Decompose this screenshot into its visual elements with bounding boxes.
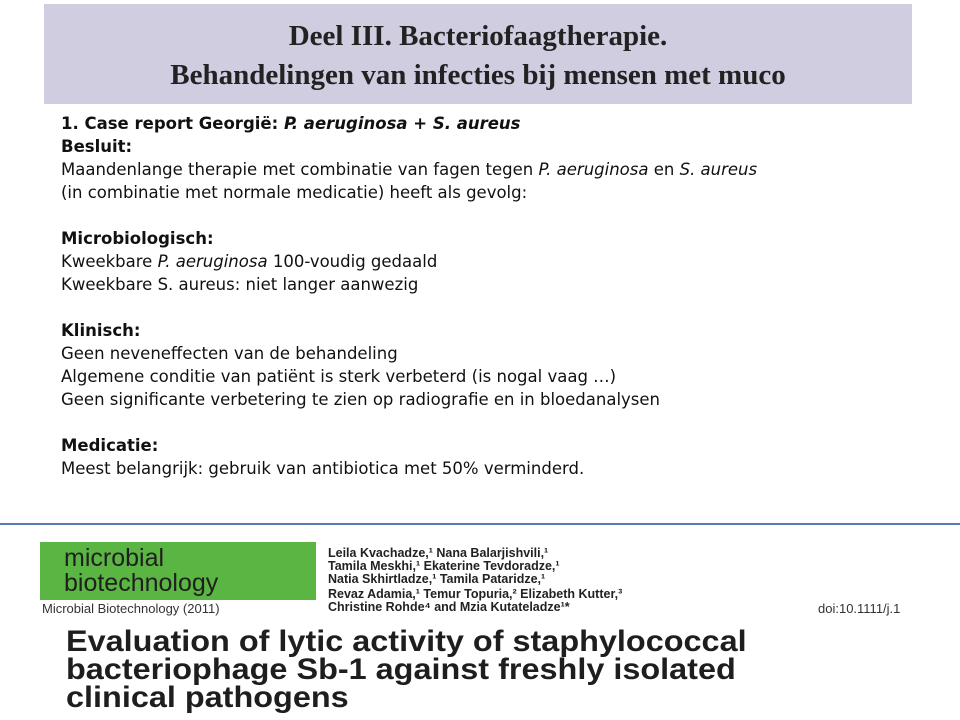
author-line: Leila Kvachadze,¹ Nana Balarjishvili,¹ <box>328 546 549 560</box>
paper-excerpt-image <box>36 540 960 716</box>
paper-title-line-2: bacteriophage Sb-1 against freshly isolated <box>66 653 736 686</box>
spacer <box>61 204 921 227</box>
klinisch-heading: Klinisch: <box>61 321 141 340</box>
case-report-organisms: P. aeruginosa + S. aureus <box>283 114 521 133</box>
micro-text-c: 100-voudig gedaald <box>267 252 438 271</box>
besluit-text-a: Maandenlange therapie met combinatie van fagen tegen <box>61 160 539 179</box>
case-report-heading <box>61 112 921 135</box>
author-line: Natia Skhirtladze,¹ Tamila Pataridze,¹ <box>328 572 546 586</box>
slide-title-line-1: Deel III. Bacteriofaagtherapie. <box>288 20 668 52</box>
micro-line-1 <box>61 250 921 273</box>
slide-title-line-2: Behandelingen van infecties bij mensen met muco <box>170 59 786 91</box>
case-report-prefix: 1. Case report Georgië: <box>61 114 284 133</box>
besluit-line-1 <box>61 158 921 181</box>
slide-body <box>61 112 921 480</box>
paper-title-line-3: clinical pathogens <box>66 681 349 714</box>
klinisch-line-3: Geen significante verbetering te zien op radiografie en in bloedanalysen <box>61 390 661 409</box>
journal-logo-line-1: microbial <box>64 544 165 572</box>
spacer <box>61 411 921 434</box>
journal-logo-line-2: biotechnology <box>64 569 219 597</box>
doi-label: doi:10.1111/j.1 <box>818 601 901 616</box>
besluit-organism-1: P. aeruginosa <box>538 160 649 179</box>
micro-line-2: Kweekbare S. aureus: niet langer aanwezig <box>61 275 419 294</box>
author-list <box>316 542 796 614</box>
author-line: Tamila Meskhi,¹ Ekaterine Tevdoradze,¹ <box>328 559 560 573</box>
besluit-heading: Besluit: <box>61 137 133 156</box>
besluit-line-2: (in combinatie met normale medicatie) heeft als gevolg: <box>61 183 528 202</box>
klinisch-line-1: Geen neveneffecten van de behandeling <box>61 344 398 363</box>
medicatie-heading: Medicatie: <box>61 436 159 455</box>
author-line: Revaz Adamia,¹ Temur Topuria,² Elizabeth Kutter,³ <box>328 587 623 601</box>
journal-logo <box>40 542 316 600</box>
besluit-organism-2: S. aureus <box>679 160 758 179</box>
micro-organism: P. aeruginosa <box>157 252 268 271</box>
paper-title-line-1: Evaluation of lytic activity of staphylococcal <box>66 625 747 658</box>
klinisch-line-2: Algemene conditie van patiënt is sterk verbeterd (is nogal vaag …) <box>61 367 617 386</box>
micro-heading: Microbiologisch: <box>61 229 214 248</box>
micro-text-a: Kweekbare <box>61 252 158 271</box>
author-line: Christine Rohde⁴ and Mzia Kutateladze¹* <box>328 600 570 614</box>
slide-title-band <box>44 4 912 104</box>
spacer <box>61 296 921 319</box>
medicatie-line-1: Meest belangrijk: gebruik van antibiotica met 50% verminderd. <box>61 459 585 478</box>
besluit-text-c: en <box>648 160 680 179</box>
journal-citation: Microbial Biotechnology (2011) <box>42 601 220 616</box>
divider-line <box>0 523 960 525</box>
